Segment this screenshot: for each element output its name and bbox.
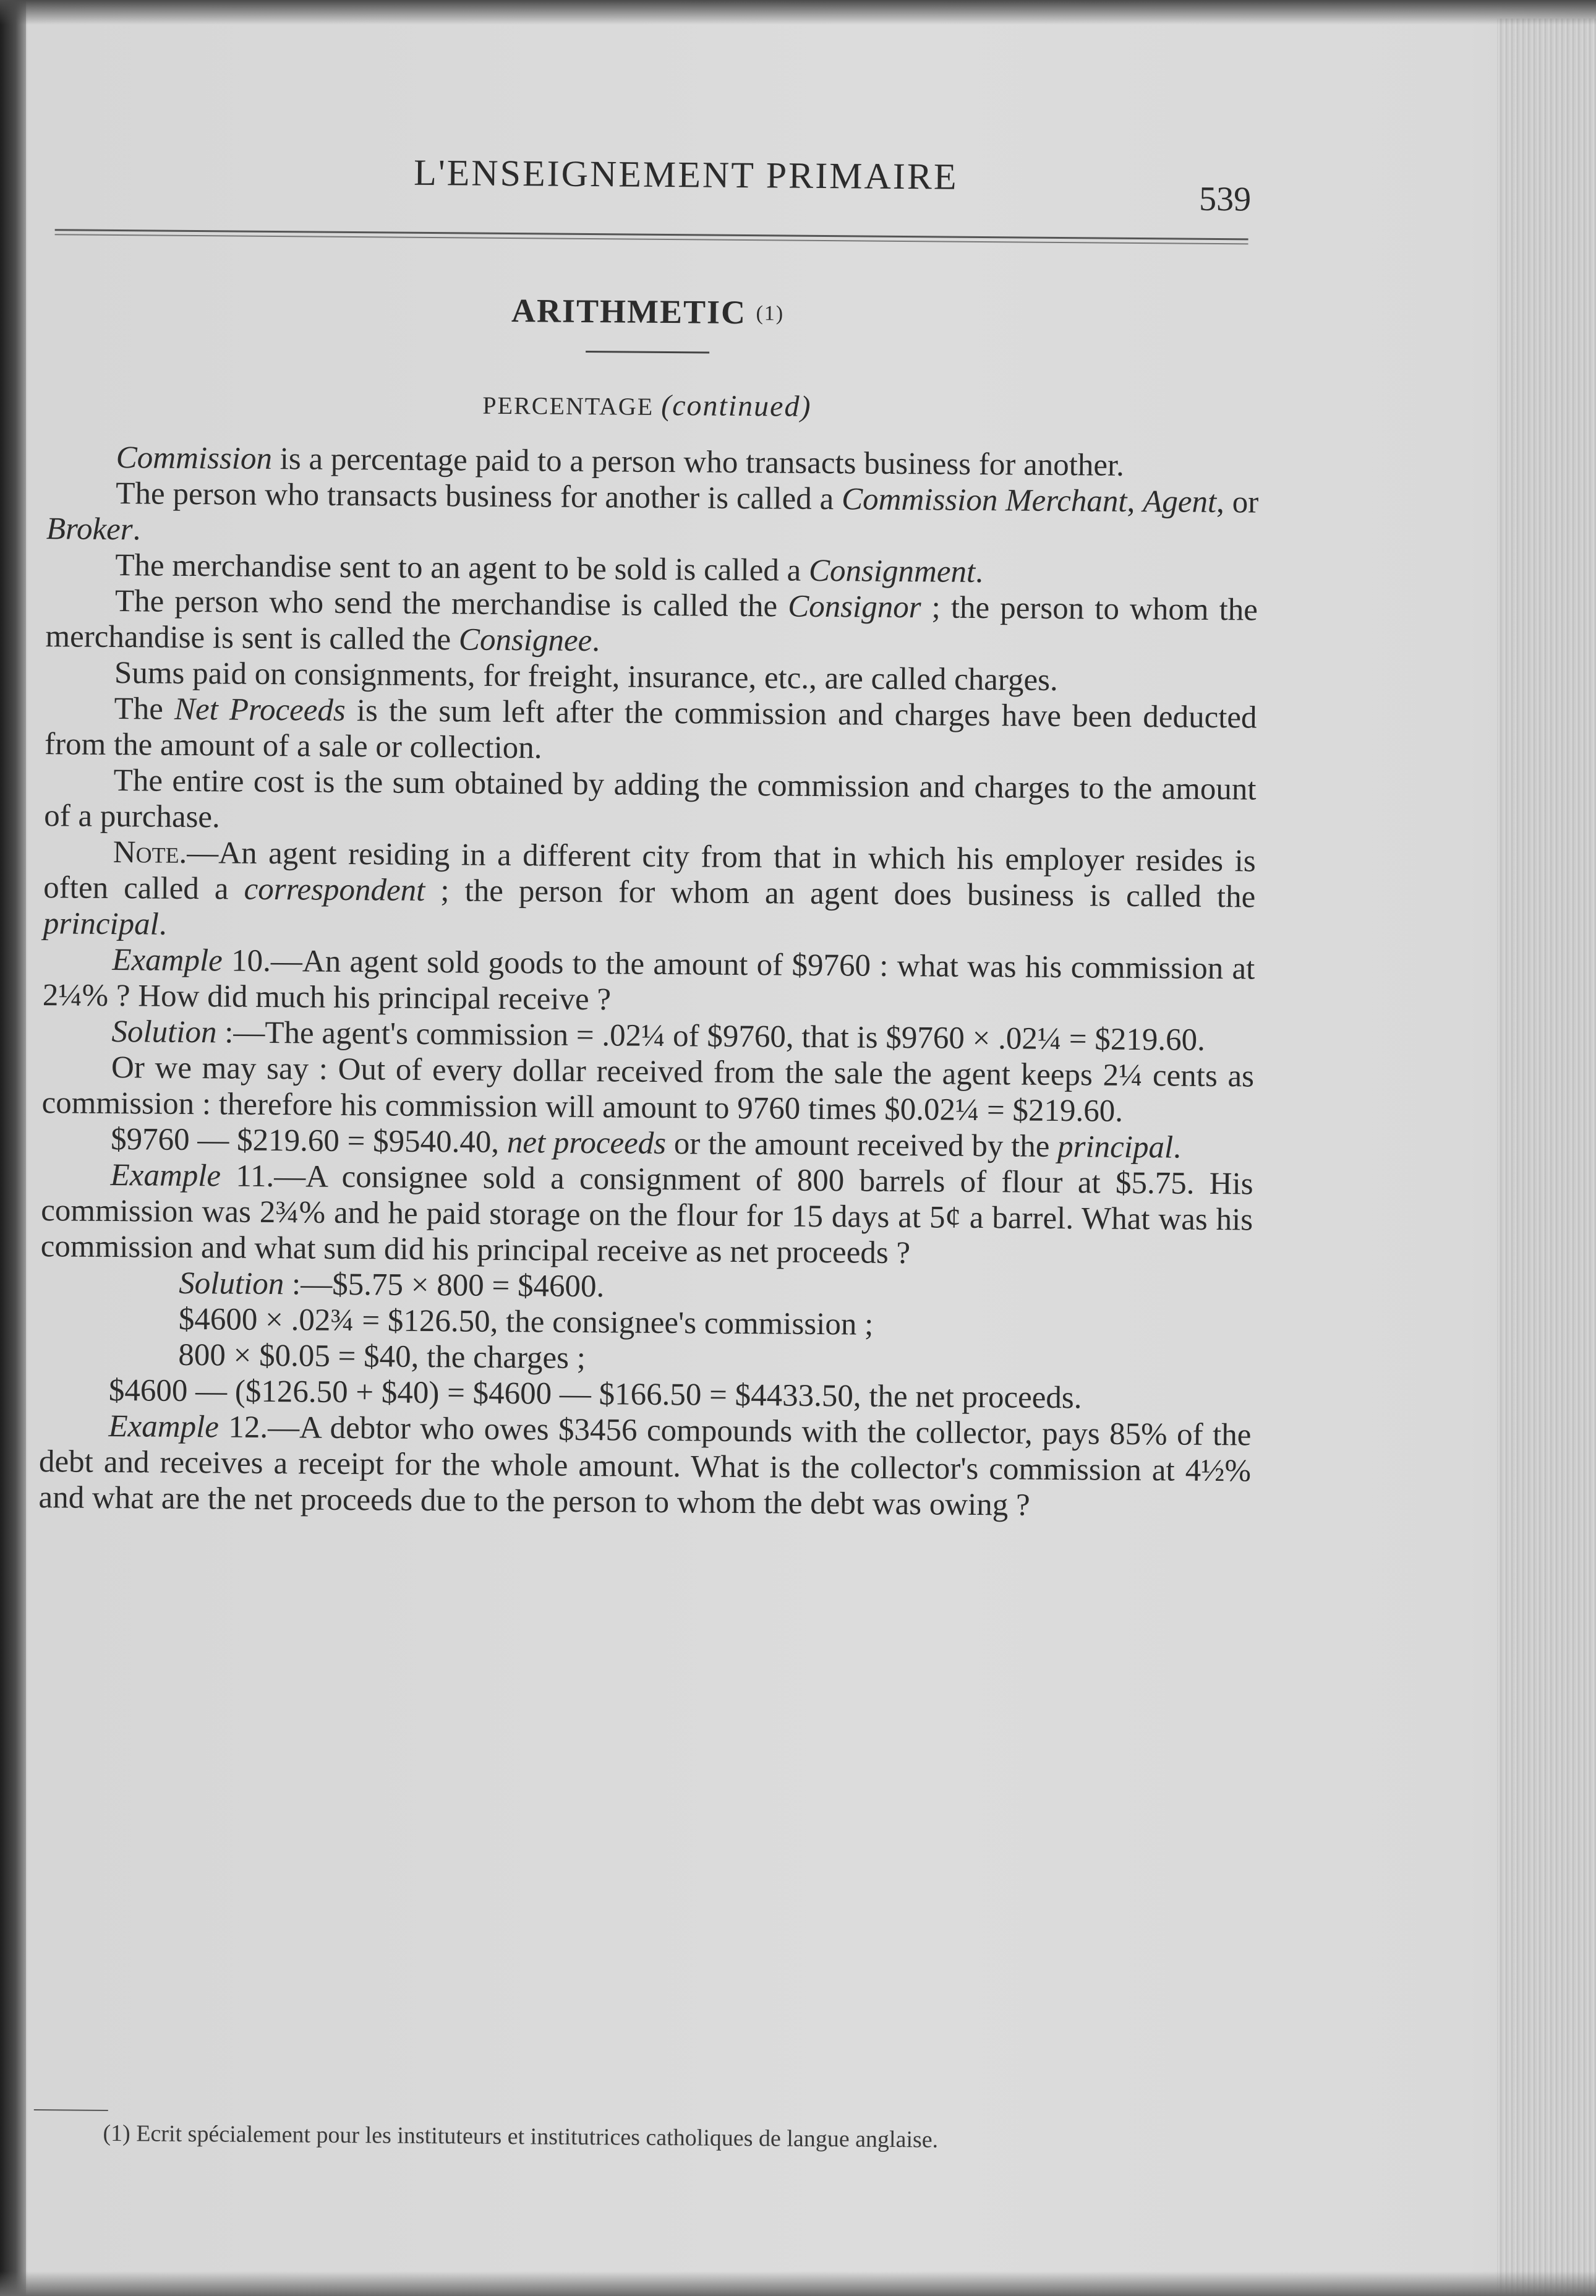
paragraph-text: .—An agent residing in a different city from that in which his employer resides is often called a bbox=[43, 835, 1256, 907]
example-text: —An agent sold goods to the amount of $9760 : what was his commission at 2¼% ? How did much his principal receive ? bbox=[42, 944, 1255, 1017]
title-rule bbox=[586, 351, 709, 354]
paragraph-text: The person who send the merchandise is called the bbox=[114, 584, 788, 624]
header-rule bbox=[55, 229, 1248, 244]
paragraph-net-proceeds bbox=[45, 690, 1257, 771]
punctuation: . bbox=[592, 623, 600, 659]
term-commission-merchant: Commission Merchant bbox=[841, 482, 1127, 519]
example-12-question bbox=[38, 1408, 1251, 1525]
running-title: L'ENSEIGNEMENT PRIMAIRE bbox=[413, 152, 958, 197]
subtitle-italic: (continued) bbox=[661, 388, 812, 423]
example-label: Example bbox=[108, 1408, 220, 1445]
separator: , bbox=[1127, 484, 1143, 520]
example-text: —A consignee sold a consignment of 800 barrels of flour at $5.75. His commission was 2¾% and he paid storage on the flour for 15 days at 5¢ a barrel. What was his commission and what sum did his principal receive as net proceeds ? bbox=[40, 1159, 1253, 1271]
term-principal: principal bbox=[1057, 1129, 1174, 1165]
term-principal: principal bbox=[43, 906, 160, 942]
note-label: Note bbox=[113, 835, 179, 870]
result-text: or the amount received by the bbox=[665, 1126, 1058, 1165]
term-net-proceeds: Net Proceeds bbox=[174, 692, 346, 728]
solution-text: :—$5.75 × 800 = $4600. bbox=[284, 1267, 605, 1304]
subtitle-caps: PERCENTAGE bbox=[482, 391, 654, 421]
term-net-proceeds: net proceeds bbox=[506, 1125, 667, 1162]
running-head bbox=[36, 124, 1261, 219]
example-11-question bbox=[41, 1157, 1253, 1274]
example-label: Example bbox=[112, 942, 223, 979]
paragraph-text: The merchandise sent to an agent to be sold is called a bbox=[115, 548, 809, 588]
term-broker: Broker bbox=[46, 512, 133, 547]
example-11-solution-line-4: $4600 — ($126.50 + $40) = $4600 — $166.50 = $4433.50, the net proceeds. bbox=[108, 1373, 1082, 1416]
top-shadow bbox=[0, 0, 1596, 25]
paragraph-text: is a percentage paid to a person who transacts business for another. bbox=[271, 442, 1125, 483]
paragraph-text: The bbox=[114, 692, 175, 727]
example-text: —A debtor who owes $3456 compounds with the collector, pays 85% of the debt and receives a receipt for the whole amount. What is the collector's commission at 4½% and what are the net proceeds due to the person to whom the debt was owing ? bbox=[38, 1410, 1252, 1523]
term-correspondent: correspondent bbox=[244, 872, 425, 908]
example-number: 12. bbox=[218, 1410, 268, 1445]
paragraph-text: The person who transacts business for another is called a bbox=[116, 476, 842, 517]
paragraph-note bbox=[43, 834, 1256, 951]
term-consignee: Consignee bbox=[458, 622, 592, 659]
example-10-alternative: Or we may say : Out of every dollar received from the sale the agent keeps 2¼ cents as commission : therefore his commission will amount to 9760 times $0.02¼ = $219.60. bbox=[41, 1050, 1255, 1129]
term-agent: Agent bbox=[1142, 484, 1217, 520]
paragraph-entire-cost: The entire cost is the sum obtained by adding the commission and charges to the amount of a purchase. bbox=[43, 763, 1257, 835]
term-consignor: Consignor bbox=[787, 589, 921, 625]
section-subtitle bbox=[35, 383, 1259, 427]
page-content bbox=[20, 124, 1261, 2236]
page-edges bbox=[1497, 19, 1596, 2296]
example-11-solution-line-2: $4600 × .02¾ = $126.50, the consignee's commission ; bbox=[178, 1301, 874, 1342]
term-commission: Commission bbox=[116, 440, 273, 477]
footnote-marker: (1) bbox=[756, 302, 785, 325]
body-text bbox=[38, 439, 1259, 1525]
example-11-solution-line-3: 800 × $0.05 = $40, the charges ; bbox=[178, 1337, 586, 1376]
example-10-question bbox=[43, 941, 1255, 1022]
solution-text: :—The agent's commission = .02¼ of $9760, that is $9760 × .02¼ = $219.60. bbox=[216, 1015, 1206, 1058]
footnote-text: Ecrit spécialement pour les instituteurs et institutrices catholiques de langue anglaise. bbox=[130, 2120, 939, 2153]
punctuation: . bbox=[1172, 1130, 1182, 1165]
bottom-shadow bbox=[0, 2271, 1596, 2296]
book-gutter bbox=[0, 0, 26, 2296]
paragraph-text: ; the person to whom the merchandise is sent is called the bbox=[45, 590, 1258, 658]
paragraph-charges: Sums paid on consignments, for freight, insurance, etc., are called charges. bbox=[114, 656, 1058, 698]
footnote bbox=[33, 2118, 1245, 2156]
paragraph-commission-merchant bbox=[46, 475, 1259, 556]
example-label: Example bbox=[110, 1157, 221, 1194]
solution-label: Solution bbox=[179, 1266, 284, 1302]
paragraph-text: ; the person for whom an agent does business is called the bbox=[425, 873, 1256, 915]
term-consignment: Consignment bbox=[808, 553, 976, 589]
footnote-rule bbox=[34, 2109, 108, 2111]
example-number: 11. bbox=[220, 1159, 275, 1194]
solution-label: Solution bbox=[111, 1014, 217, 1050]
punctuation: . bbox=[158, 907, 167, 942]
section-title bbox=[35, 288, 1260, 336]
page-number: 539 bbox=[1198, 179, 1252, 219]
punctuation: . bbox=[132, 512, 141, 547]
punctuation: . bbox=[975, 554, 984, 590]
footnote-marker: (1) bbox=[103, 2120, 130, 2147]
section-title-text: ARITHMETIC bbox=[511, 292, 747, 332]
separator: , or bbox=[1216, 484, 1259, 520]
paragraph-consignor bbox=[45, 583, 1258, 664]
paragraph-text: is the sum left after the commission and charges have been deducted from the amount of a sale or collection. bbox=[44, 693, 1257, 766]
result-text: $9760 — $219.60 = $9540.40, bbox=[110, 1121, 508, 1160]
example-number: 10. bbox=[222, 943, 271, 979]
